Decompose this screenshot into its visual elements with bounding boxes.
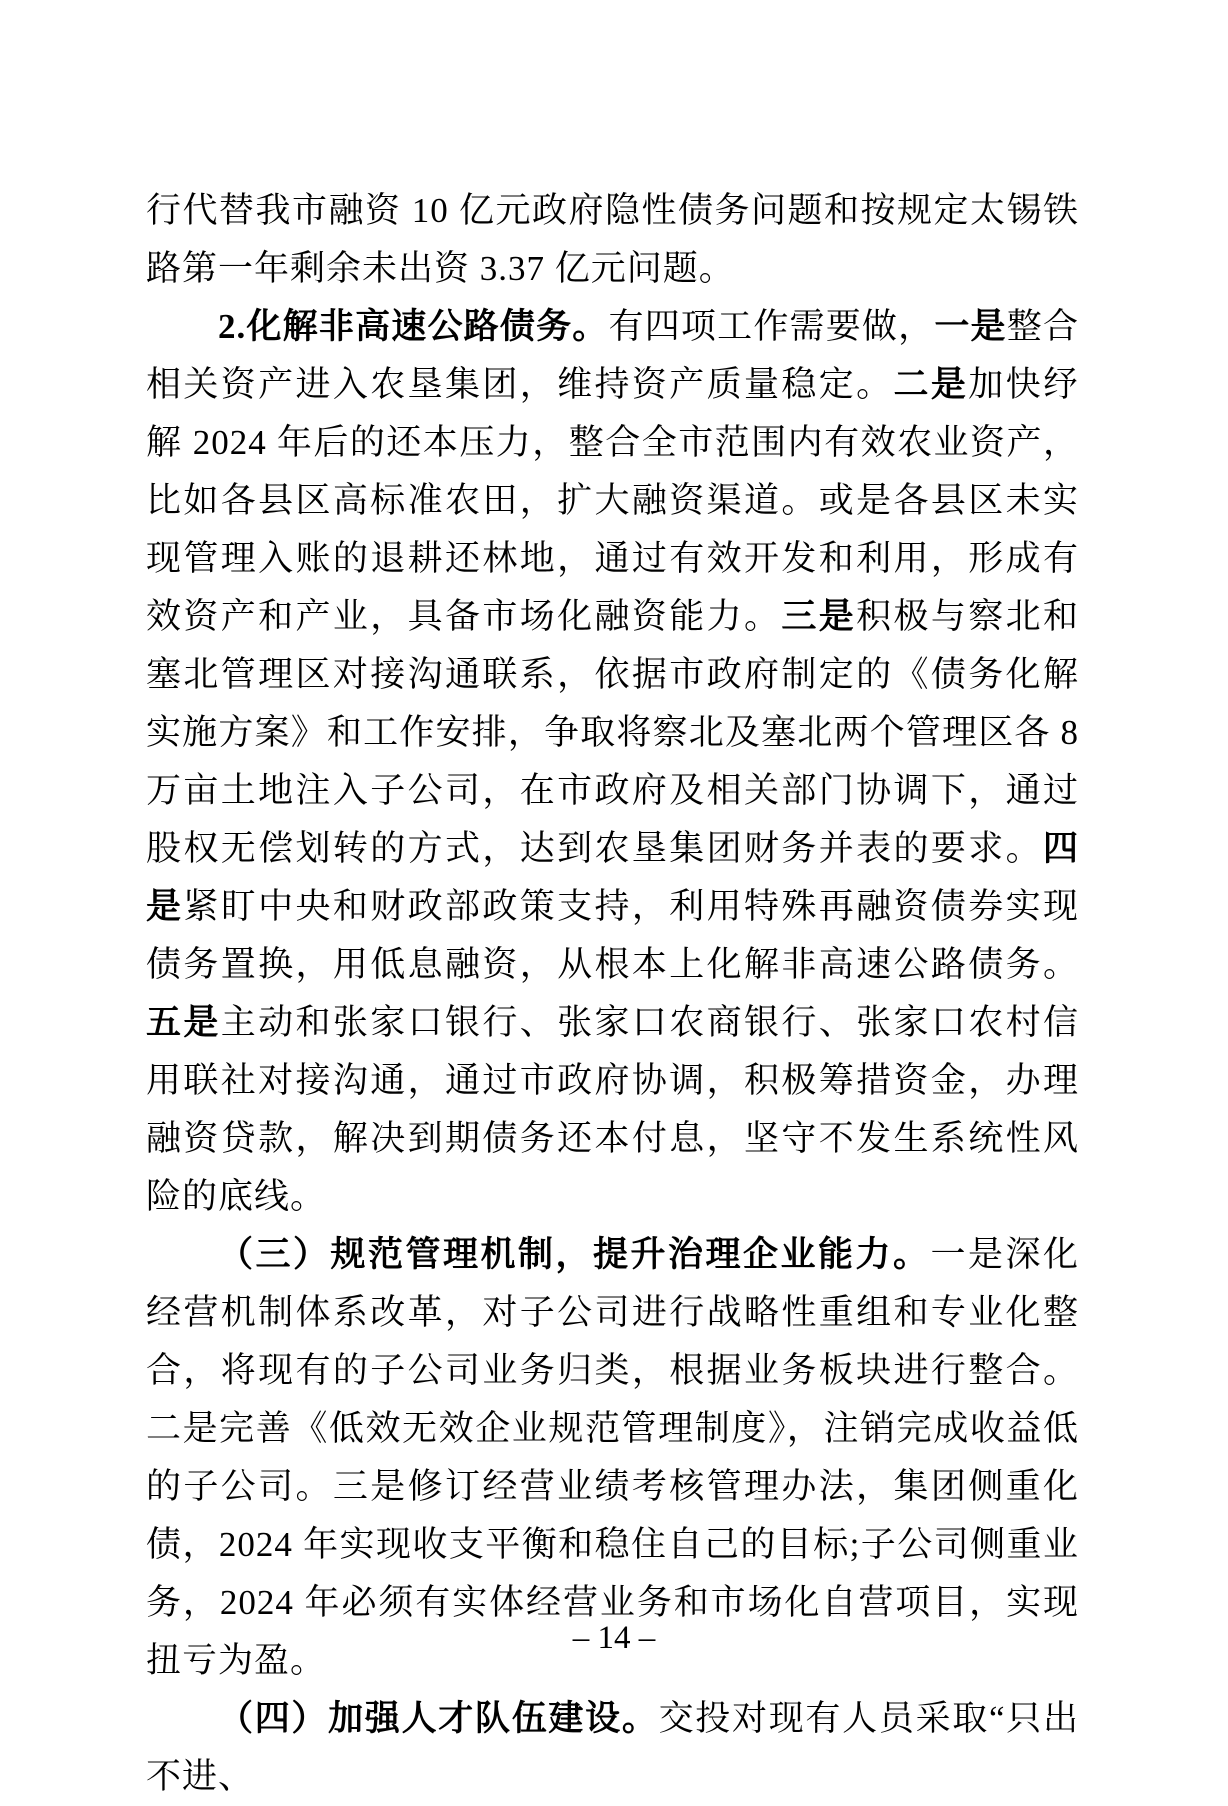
page-footer [0, 1618, 1228, 1658]
text-segment-bold: 三是 [781, 597, 857, 636]
text-segment-bold: 2.化解非高速公路债务。 [218, 307, 609, 346]
text-segment: 行代替我市融资 10 亿元政府隐性债务问题和按规定太锡铁路第一年剩余未出资 3.37 亿元问题。 [146, 191, 1079, 288]
paragraph [146, 1690, 1079, 1806]
text-segment: 加快纾解 2024 年后的还本压力，整合全市范围内有效农业资产，比如各县区高标准农田，扩大融资渠道。或是各县区未实现管理入账的退耕还林地，通过有效开发和利用，形成有效资产和产业，具备市场化融资能力。 [146, 365, 1079, 636]
text-segment-bold: （四）加强人才队伍建设。 [218, 1699, 659, 1738]
text-segment-bold: 五是 [146, 1003, 221, 1042]
text-segment: 有四项工作需要做， [608, 307, 935, 346]
text-segment: 紧盯中央和财政部政策支持，利用特殊再融资债券实现债务置换，用低息融资，从根本上化解非高速公路债务。 [146, 887, 1079, 984]
page-number: – 14 – [572, 1620, 656, 1656]
text-segment: 主动和张家口银行、张家口农商银行、张家口农村信用联社对接沟通，通过市政府协调，积极筹措资金，办理融资贷款，解决到期债务还本付息，坚守不发生系统性风险的底线。 [146, 1003, 1079, 1216]
text-segment-bold: 一是 [934, 307, 1007, 346]
paragraph [146, 298, 1079, 1226]
document-body [146, 182, 1079, 1806]
text-segment: 积极与察北和塞北管理区对接沟通联系，依据市政府制定的《债务化解实施方案》和工作安排，争取将察北及塞北两个管理区各 8 万亩土地注入子公司，在市政府及相关部门协调下，通过股权无偿划转的方式，达到农垦集团财务并表的要求。 [146, 597, 1079, 868]
text-segment-bold: 二是 [893, 365, 969, 404]
paragraph [146, 182, 1079, 298]
text-segment-bold: （三）规范管理机制，提升治理企业能力。 [218, 1235, 931, 1274]
text-segment: 整合相关资产进入农垦集团，维持资产质量稳定。 [146, 307, 1079, 404]
text-segment-bold: 四是 [146, 829, 1079, 926]
text-segment: 交投对现有人员采取“只出不进、 [146, 1699, 1079, 1796]
text-segment: 一是深化经营机制体系改革，对子公司进行战略性重组和专业化整合，将现有的子公司业务归类，根据业务板块进行整合。二是完善《低效无效企业规范管理制度》，注销完成收益低的子公司。三是修订经营业绩考核管理办法，集团侧重化债，2024 年实现收支平衡和稳住自己的目标;子公司侧重业务，2024 年必须有实体经营业务和市场化自营项目，实现扭亏为盈。 [146, 1235, 1079, 1680]
